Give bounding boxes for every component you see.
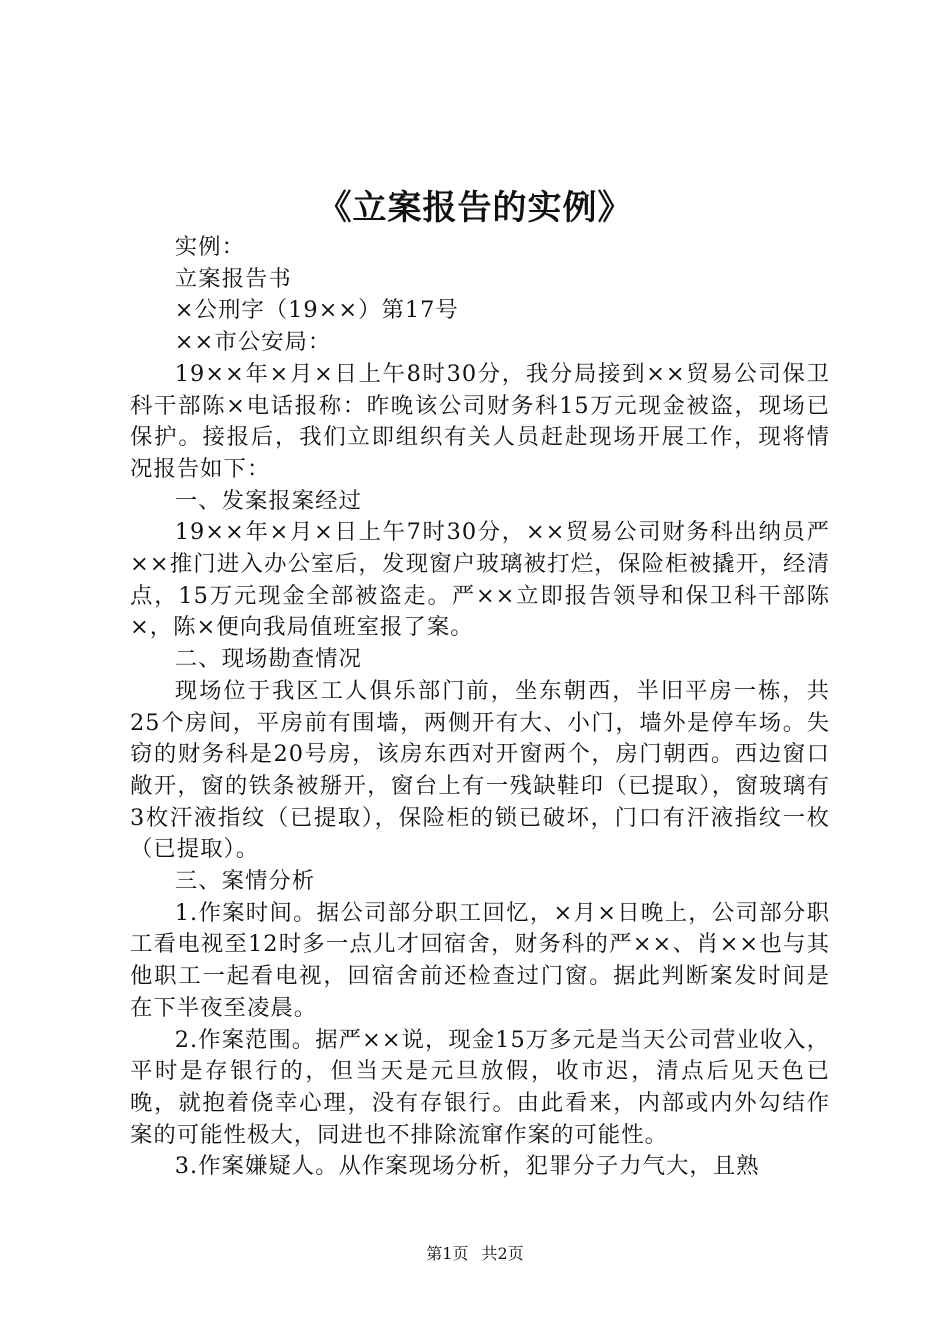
paragraph-analysis-3: 3.作案嫌疑人。从作案现场分析，犯罪分子力气大，且熟 — [174, 1153, 760, 1180]
paragraph-document-number: ×公刑字（19××）第17号 — [174, 297, 459, 324]
paragraph-section-1: 19××年×月×日上午7时30分，××贸易公司财务科出纳员严××推门进入办公室后，发现窗户玻璃被打烂，保险柜被撬开，经清点，15万元现金全部被盗走。严××立即报告领导和保卫科干部陈×，陈×便向我局值班室报了案。 — [130, 519, 830, 641]
paragraph-example-label: 实例： — [174, 234, 245, 260]
document-body — [130, 232, 830, 1183]
paragraph-section-2: 现场位于我区工人俱乐部门前，坐东朝西，半旧平房一栋，共25个房间，平房前有围墙，两侧开有大、小门，墙外是停车场。失窃的财务科是20号房，该房东西对开窗两个，房门朝西。西边窗口敞开，窗的铁条被掰开，窗台上有一残缺鞋印（已提取），窗玻璃有3枚汗液指纹（已提取），保险柜的锁已破坏，门口有汗液指纹一枚（已提取）。 — [130, 677, 830, 863]
section-heading-1: 一、发案报案经过 — [174, 487, 362, 514]
section-heading-2: 二、现场勘查情况 — [174, 646, 362, 673]
document-title: 《立案报告的实例》 — [317, 188, 633, 228]
page-number: 第1页 — [426, 1244, 469, 1263]
paragraph-recipient: ××市公安局： — [174, 329, 332, 356]
paragraph-analysis-2: 2.作案范围。据严××说，现金15万多元是当天公司营业收入，平时是存银行的，但当天是元旦放假，收市迟，清点后见天色已晚，就抱着侥幸心理，没有存银行。由此看来，内部或内外勾结作案的可能性极大，同进也不排除流窜作案的可能性。 — [130, 1026, 830, 1148]
paragraph-analysis-1: 1.作案时间。据公司部分职工回忆，×月×日晚上，公司部分职工看电视至12时多一点儿才回宿舍，财务科的严××、肖××也与其他职工一起看电视，回宿舍前还检查过门窗。据此判断案发时间是在下半夜至凌晨。 — [130, 899, 830, 1021]
page-total: 共2页 — [481, 1244, 524, 1263]
page-footer — [0, 1243, 950, 1265]
section-heading-3: 三、案情分析 — [174, 868, 316, 895]
paragraph-report-name: 立案报告书 — [174, 265, 292, 292]
paragraph-intro: 19××年×月×日上午8时30分，我分局接到××贸易公司保卫科干部陈×电话报称：昨晚该公司财务科15万元现金被盗，现场已保护。接报后，我们立即组织有关人员赶赴现场开展工作，现将情况报告如下： — [130, 360, 830, 482]
